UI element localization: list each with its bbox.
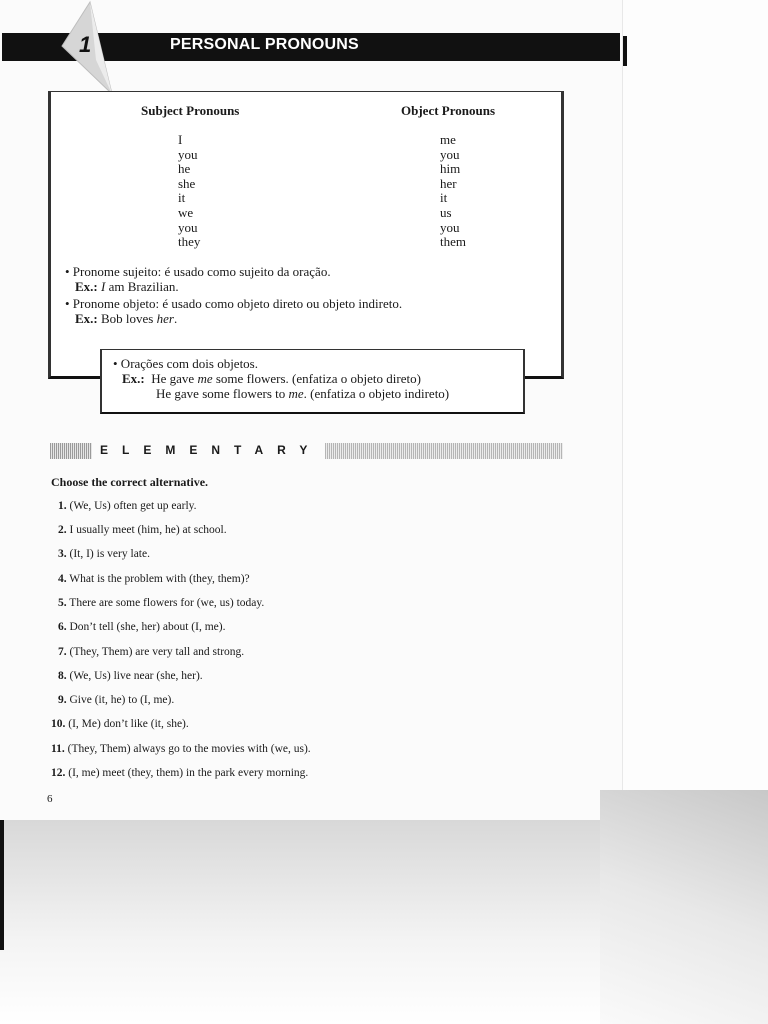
object-pronoun: her xyxy=(440,175,457,191)
subject-pronoun-list xyxy=(178,133,200,250)
exercise-item xyxy=(58,597,264,609)
object-pronoun: them xyxy=(440,234,466,250)
exercise-item xyxy=(58,646,244,658)
example-emphasis: me xyxy=(288,386,304,401)
object-pronouns-heading: Object Pronouns xyxy=(401,103,496,118)
exercise-item xyxy=(51,743,311,755)
exercise-text: Don’t tell (she, her) about (I, me). xyxy=(69,621,226,633)
two-objects-example-1 xyxy=(122,371,421,386)
object-pronoun: you xyxy=(440,219,460,235)
exercise-text: (They, Them) are very tall and strong. xyxy=(69,646,245,658)
subject-example xyxy=(75,279,179,294)
example-text: am Brazilian. xyxy=(105,279,179,294)
exercise-item xyxy=(58,670,203,682)
example-text-end: . xyxy=(173,311,178,326)
grammar-box xyxy=(48,91,564,379)
level-band-left xyxy=(50,443,92,459)
level-label: ELEMENTARY xyxy=(100,443,322,457)
object-pronoun-list xyxy=(440,133,466,250)
exercise-text: (It, I) is very late. xyxy=(69,548,150,560)
page-number: 6 xyxy=(47,793,53,805)
object-pronoun: you xyxy=(440,146,460,162)
exercise-item xyxy=(58,524,227,536)
subject-pronoun: you xyxy=(178,219,198,235)
object-pronoun: him xyxy=(440,161,461,177)
exercise-number: 11. xyxy=(51,743,65,755)
exercise-number: 8. xyxy=(58,670,67,682)
exercise-text: (We, Us) often get up early. xyxy=(69,500,197,512)
exercise-item xyxy=(58,573,250,585)
page-title: PERSONAL PRONOUNS xyxy=(170,36,359,53)
exercise-item xyxy=(58,621,225,633)
exercise-number: 2. xyxy=(58,524,67,536)
subject-rule: • Pronome sujeito: é usado como sujeito da oração. xyxy=(65,264,331,279)
exercise-item xyxy=(51,767,308,779)
exercise-number: 1. xyxy=(58,500,67,512)
subject-pronoun: he xyxy=(178,161,191,177)
example-text-end: . (enfatiza o objeto indireto) xyxy=(303,386,450,401)
exercise-item xyxy=(58,500,197,512)
level-band-right xyxy=(325,443,563,459)
object-pronoun: us xyxy=(440,204,452,220)
exercise-text: What is the problem with (they, them)? xyxy=(69,573,250,585)
exercise-text: (I, me) meet (they, them) in the park every morning. xyxy=(68,767,309,779)
subject-pronouns-heading: Subject Pronouns xyxy=(141,103,240,118)
object-rule: • Pronome objeto: é usado como objeto direto ou objeto indireto. xyxy=(65,296,403,311)
exercise-number: 12. xyxy=(51,767,66,779)
example-text: Bob loves xyxy=(97,311,157,326)
example-emphasis: I xyxy=(101,279,106,294)
exercise-number: 7. xyxy=(58,646,67,658)
object-example xyxy=(75,311,177,326)
exercise-number: 9. xyxy=(58,694,67,706)
binding-mark xyxy=(623,36,627,66)
subject-pronoun: I xyxy=(178,132,183,147)
example-label: Ex.: xyxy=(122,371,145,386)
exercise-item xyxy=(51,718,189,730)
subject-pronoun: they xyxy=(178,234,201,250)
object-pronoun: me xyxy=(440,132,456,147)
example-text: He gave some flowers to xyxy=(156,386,289,401)
subject-pronoun: she xyxy=(178,175,196,191)
left-edge-mark xyxy=(0,820,4,950)
example-label: Ex.: xyxy=(75,279,98,294)
exercise-text: (They, Them) always go to the movies with (we, us). xyxy=(67,743,311,755)
exercise-text: (I, Me) don’t like (it, she). xyxy=(68,718,189,730)
subject-pronoun: we xyxy=(178,204,194,220)
exercise-text: (We, Us) live near (she, her). xyxy=(69,670,203,682)
chapter-tab xyxy=(50,0,122,96)
object-pronoun: it xyxy=(440,190,448,206)
exercise-item xyxy=(58,694,174,706)
exercise-number: 4. xyxy=(58,573,67,585)
exercise-number: 10. xyxy=(51,718,66,730)
example-text: He gave xyxy=(151,371,198,386)
subject-pronoun: it xyxy=(178,190,186,206)
subject-pronoun: you xyxy=(178,146,198,162)
exercise-number: 6. xyxy=(58,621,67,633)
adjacent-page-edge xyxy=(622,0,768,830)
exercise-item xyxy=(58,548,150,560)
exercise-number: 5. xyxy=(58,597,67,609)
exercise-text: I usually meet (him, he) at school. xyxy=(69,524,227,536)
exercise-text: There are some flowers for (we, us) today. xyxy=(69,597,265,609)
example-label: Ex.: xyxy=(75,311,98,326)
exercise-instruction: Choose the correct alternative. xyxy=(51,475,209,489)
chapter-number: 1 xyxy=(79,32,92,57)
two-objects-rule: • Orações com dois objetos. xyxy=(113,356,258,371)
exercise-text: Give (it, he) to (I, me). xyxy=(69,694,175,706)
two-objects-example-2 xyxy=(156,386,449,401)
exercise-number: 3. xyxy=(58,548,67,560)
example-text-end: some flowers. (enfatiza o objeto direto) xyxy=(212,371,421,386)
example-emphasis: her xyxy=(156,311,174,326)
example-emphasis: me xyxy=(197,371,213,386)
scan-shadow-corner xyxy=(600,790,768,1024)
